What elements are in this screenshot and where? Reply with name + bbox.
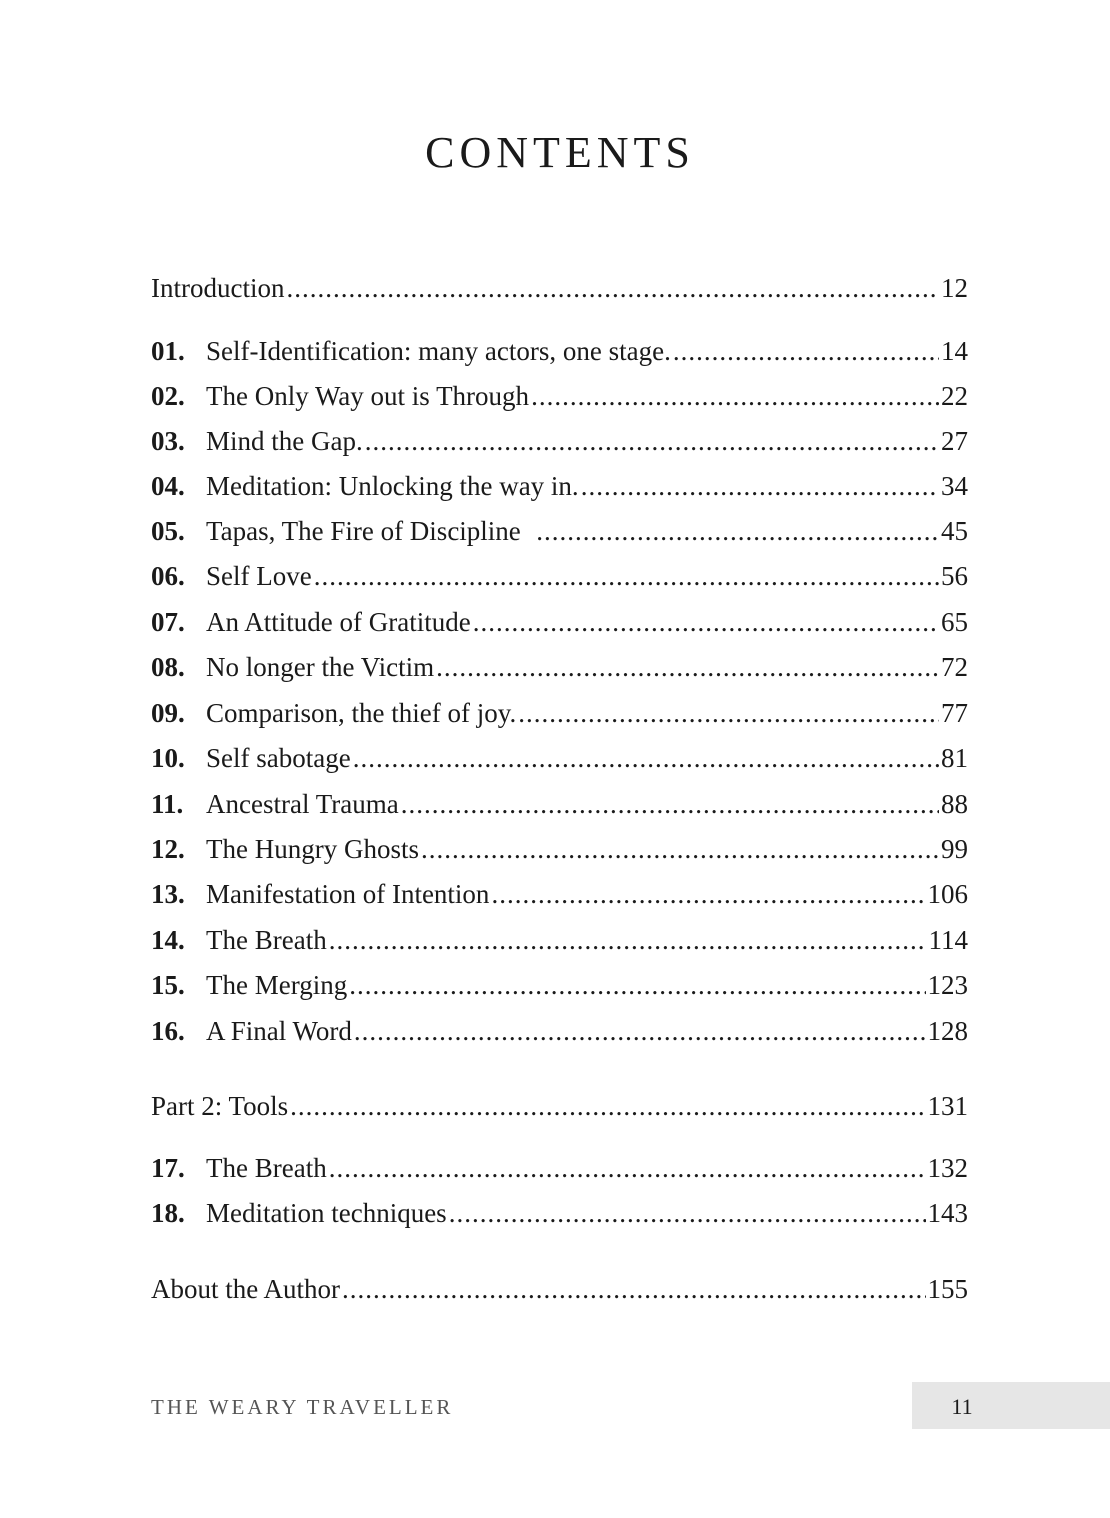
dot-leader (491, 877, 925, 911)
toc-entry-chapter-02[interactable] (151, 379, 968, 413)
dot-leader (286, 271, 939, 305)
page-number: 11 (951, 1394, 973, 1419)
page-title: CONTENTS (425, 128, 695, 177)
toc-entry-part-2[interactable] (151, 1089, 968, 1123)
chapter-number: 07. (151, 607, 185, 637)
dot-leader (581, 469, 939, 503)
toc-entry-page: 56 (941, 561, 968, 591)
running-footer-book-title: THE WEARY TRAVELLER (151, 1395, 454, 1419)
toc-entry-page: 77 (941, 698, 968, 728)
dot-leader (536, 514, 939, 548)
toc-entry-chapter-17[interactable] (151, 1151, 968, 1185)
toc-entry-page: 27 (941, 426, 968, 456)
toc-entry-label: Tapas, The Fire of Discipline (206, 516, 535, 546)
toc-entry-label: An Attitude of Gratitude (206, 607, 471, 637)
toc-entry-chapter-10[interactable] (151, 741, 968, 775)
toc-entry-label: The Merging (206, 970, 348, 1000)
toc-entry-label: Self Love (206, 561, 312, 591)
dot-leader (342, 1272, 926, 1306)
chapter-number: 02. (151, 381, 185, 411)
chapter-number: 09. (151, 698, 185, 728)
dot-leader (421, 832, 939, 866)
chapter-number: 11. (151, 789, 184, 819)
toc-entry-label: Introduction (151, 273, 285, 303)
toc-entry-chapter-08[interactable] (151, 650, 968, 684)
chapter-number: 06. (151, 561, 185, 591)
toc-entry-page: 45 (941, 516, 968, 546)
chapter-number: 12. (151, 834, 185, 864)
chapter-number: 01. (151, 336, 185, 366)
dot-leader (354, 1014, 926, 1048)
toc-entry-label: Meditation techniques (206, 1198, 447, 1228)
toc-entry-page: 99 (941, 834, 968, 864)
dot-leader (365, 424, 939, 458)
dot-leader (449, 1196, 926, 1230)
toc-entry-label: Self-Identification: many actors, one stage. (206, 336, 671, 366)
toc-entry-label: Ancestral Trauma (206, 789, 399, 819)
chapter-number: 18. (151, 1198, 185, 1228)
toc-entry-page: 143 (927, 1198, 968, 1228)
dot-leader (329, 923, 927, 957)
toc-entry-page: 114 (928, 925, 968, 955)
toc-entry-label: Meditation: Unlocking the way in. (206, 471, 579, 501)
chapter-number: 08. (151, 652, 185, 682)
toc-entry-page: 88 (941, 789, 968, 819)
toc-entry-chapter-12[interactable] (151, 832, 968, 866)
toc-entry-label: About the Author (151, 1274, 340, 1304)
chapter-number: 04. (151, 471, 185, 501)
chapter-number: 10. (151, 743, 185, 773)
dot-leader (353, 741, 939, 775)
toc-entry-chapter-18[interactable] (151, 1196, 968, 1230)
dot-leader (531, 379, 939, 413)
toc-entry-page: 72 (941, 652, 968, 682)
toc-entry-label: The Breath (206, 1153, 327, 1183)
toc-entry-page: 12 (941, 273, 968, 303)
chapter-number: 05. (151, 516, 185, 546)
toc-entry-chapter-16[interactable] (151, 1014, 968, 1048)
dot-leader (436, 650, 939, 684)
dot-leader (401, 787, 939, 821)
toc-entry-page: 14 (941, 336, 968, 366)
toc-entry-label: A Final Word (206, 1016, 352, 1046)
toc-entry-page: 22 (941, 381, 968, 411)
chapter-number: 03. (151, 426, 185, 456)
dot-leader (349, 968, 925, 1002)
dot-leader (329, 1151, 926, 1185)
toc-entry-label: Part 2: Tools (151, 1091, 289, 1121)
toc-entry-chapter-06[interactable] (151, 559, 968, 593)
toc-entry-page: 131 (927, 1091, 968, 1121)
toc-entry-page: 128 (927, 1016, 968, 1046)
dot-leader (290, 1089, 925, 1123)
toc-entry-page: 123 (927, 970, 968, 1000)
chapter-number: 13. (151, 879, 185, 909)
toc-entry-chapter-03[interactable] (151, 424, 968, 458)
toc-entry-chapter-14[interactable] (151, 923, 968, 957)
toc-entry-chapter-01[interactable] (151, 334, 968, 368)
toc-entry-introduction[interactable] (151, 271, 968, 305)
toc-entry-label: The Hungry Ghosts (206, 834, 419, 864)
toc-entry-chapter-13[interactable] (151, 877, 968, 911)
toc-entry-label: The Breath (206, 925, 327, 955)
toc-entry-page: 106 (927, 879, 968, 909)
dot-leader (518, 696, 939, 730)
toc-entry-chapter-05[interactable] (151, 514, 968, 548)
toc-entry-page: 132 (927, 1153, 968, 1183)
toc-entry-chapter-15[interactable] (151, 968, 968, 1002)
chapter-number: 14. (151, 925, 185, 955)
chapter-number: 15. (151, 970, 185, 1000)
toc-entry-label: Self sabotage (206, 743, 351, 773)
toc-entry-label: No longer the Victim (206, 652, 435, 682)
toc-entry-page: 65 (941, 607, 968, 637)
chapter-number: 16. (151, 1016, 185, 1046)
toc-entry-chapter-07[interactable] (151, 605, 968, 639)
toc-entry-chapter-11[interactable] (151, 787, 968, 821)
toc-entry-label: Comparison, the thief of joy. (206, 698, 517, 728)
dot-leader (314, 559, 939, 593)
dot-leader (673, 334, 939, 368)
toc-entry-label: Manifestation of Intention (206, 879, 490, 909)
toc-entry-about-author[interactable] (151, 1272, 968, 1306)
toc-entry-label: Mind the Gap. (206, 426, 363, 456)
toc-entry-page: 81 (941, 743, 968, 773)
toc-entry-page: 34 (941, 471, 968, 501)
page-number-box (912, 1382, 1110, 1429)
toc-entry-label: The Only Way out is Through (206, 381, 530, 411)
toc-entry-page: 155 (927, 1274, 968, 1304)
toc-entry-chapter-04[interactable] (151, 469, 968, 503)
dot-leader (473, 605, 939, 639)
toc-entry-chapter-09[interactable] (151, 696, 968, 730)
chapter-number: 17. (151, 1153, 185, 1183)
